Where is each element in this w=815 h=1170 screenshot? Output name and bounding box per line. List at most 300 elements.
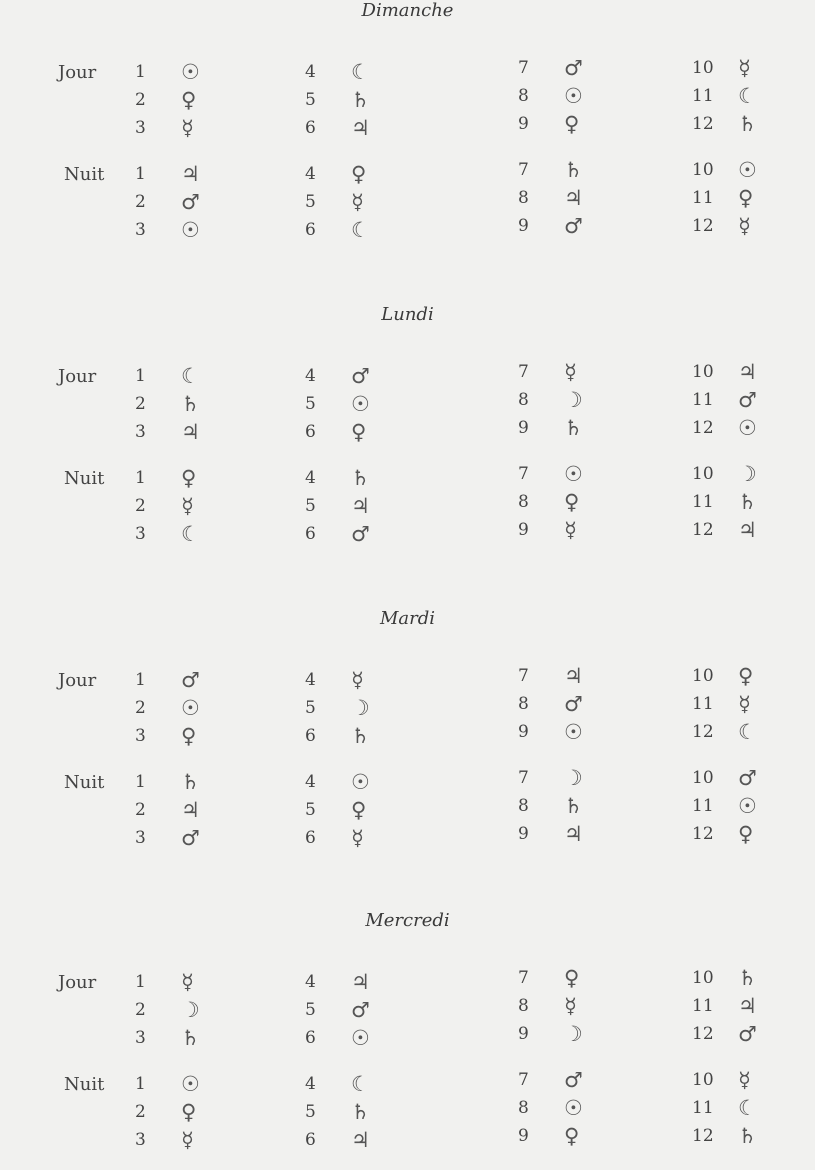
hour-number: 6: [305, 726, 316, 746]
hour-entry-nuit: [305, 496, 415, 522]
hour-entry-jour: [692, 1024, 802, 1050]
hour-number: 2: [135, 800, 146, 820]
hour-entry-jour: [135, 972, 245, 998]
hour-entry-jour: [135, 670, 245, 696]
planet-symbol-icon: ☽: [351, 696, 370, 720]
planet-symbol-icon: ♃: [564, 664, 583, 688]
hour-number: 12: [692, 216, 714, 236]
planet-symbol-icon: ♄: [564, 416, 583, 440]
hour-entry-nuit: [135, 220, 245, 246]
hour-number: 10: [692, 768, 714, 788]
hour-number: 5: [305, 800, 316, 820]
hour-number: 1: [135, 62, 146, 82]
hour-entry-jour: [305, 62, 415, 88]
hour-entry-nuit: [518, 1098, 628, 1124]
hour-number: 5: [305, 496, 316, 516]
hour-entry-jour: [692, 722, 802, 748]
hour-entry-nuit: [305, 1074, 415, 1100]
planet-symbol-icon: ☾: [181, 364, 200, 388]
hour-entry-jour: [692, 418, 802, 444]
planet-symbol-icon: ♀: [351, 420, 367, 444]
hour-entry-jour: [305, 1000, 415, 1026]
hour-number: 7: [518, 1070, 529, 1090]
planet-symbol-icon: ☿: [738, 56, 751, 80]
hour-entry-jour: [135, 1000, 245, 1026]
hour-number: 1: [135, 468, 146, 488]
hour-number: 12: [692, 418, 714, 438]
hour-number: 11: [692, 86, 714, 106]
hour-entry-nuit: [518, 464, 628, 490]
planet-symbol-icon: ♃: [738, 360, 757, 384]
hour-number: 4: [305, 772, 316, 792]
planet-symbol-icon: ♂: [738, 388, 757, 412]
planet-symbol-icon: ♀: [564, 490, 580, 514]
period-label-jour: Jour: [58, 972, 97, 993]
hour-number: 4: [305, 366, 316, 386]
planet-symbol-icon: ☾: [738, 84, 757, 108]
hour-entry-nuit: [692, 492, 802, 518]
hour-number: 2: [135, 90, 146, 110]
planet-symbol-icon: ♃: [181, 798, 200, 822]
hour-number: 8: [518, 86, 529, 106]
hour-entry-jour: [518, 86, 628, 112]
hour-entry-jour: [135, 62, 245, 88]
period-label-jour: Jour: [58, 62, 97, 83]
planet-symbol-icon: ♄: [351, 724, 370, 748]
hour-number: 6: [305, 1130, 316, 1150]
hour-entry-jour: [518, 58, 628, 84]
planet-symbol-icon: ♄: [738, 490, 757, 514]
hour-entry-nuit: [305, 220, 415, 246]
hour-entry-jour: [305, 366, 415, 392]
planet-symbol-icon: ☿: [738, 1068, 751, 1092]
planet-symbol-icon: ♀: [564, 112, 580, 136]
hour-number: 1: [135, 972, 146, 992]
hour-entry-jour: [518, 1024, 628, 1050]
hour-number: 9: [518, 418, 529, 438]
hour-number: 10: [692, 464, 714, 484]
hour-number: 1: [135, 772, 146, 792]
period-label-nuit: Nuit: [64, 164, 105, 185]
hour-entry-jour: [518, 996, 628, 1022]
hour-entry-nuit: [305, 772, 415, 798]
hour-number: 10: [692, 362, 714, 382]
hour-number: 7: [518, 464, 529, 484]
period-label-nuit: Nuit: [64, 468, 105, 489]
hour-entry-nuit: [305, 1102, 415, 1128]
planet-symbol-icon: ♄: [351, 88, 370, 112]
hour-number: 10: [692, 666, 714, 686]
planet-symbol-icon: ☉: [564, 462, 583, 486]
hour-number: 8: [518, 996, 529, 1016]
hour-number: 6: [305, 524, 316, 544]
hour-entry-nuit: [518, 824, 628, 850]
hour-entry-nuit: [135, 800, 245, 826]
hour-number: 2: [135, 192, 146, 212]
hour-entry-nuit: [135, 1102, 245, 1128]
hour-entry-jour: [518, 390, 628, 416]
hour-entry-nuit: [692, 520, 802, 546]
hour-entry-jour: [692, 666, 802, 692]
hour-entry-jour: [135, 394, 245, 420]
planet-symbol-icon: ☉: [564, 84, 583, 108]
hour-number: 4: [305, 62, 316, 82]
hour-entry-nuit: [135, 496, 245, 522]
planet-symbol-icon: ♃: [738, 518, 757, 542]
hour-entry-nuit: [692, 768, 802, 794]
planet-symbol-icon: ♃: [351, 494, 370, 518]
day-section-4: [0, 910, 815, 1170]
planet-symbol-icon: ☿: [351, 668, 364, 692]
hour-entry-jour: [518, 362, 628, 388]
planet-symbol-icon: ♀: [181, 88, 197, 112]
hour-entry-nuit: [135, 192, 245, 218]
hour-entry-nuit: [692, 188, 802, 214]
hour-number: 10: [692, 58, 714, 78]
planet-symbol-icon: ♃: [564, 822, 583, 846]
hour-number: 11: [692, 996, 714, 1016]
day-section-2: [0, 304, 815, 564]
hour-number: 9: [518, 114, 529, 134]
hour-entry-nuit: [305, 164, 415, 190]
hour-number: 7: [518, 666, 529, 686]
hour-number: 12: [692, 520, 714, 540]
hour-number: 7: [518, 968, 529, 988]
planet-symbol-icon: ☉: [564, 720, 583, 744]
planet-symbol-icon: ♀: [181, 724, 197, 748]
hour-entry-nuit: [518, 160, 628, 186]
hour-entry-nuit: [305, 524, 415, 550]
planet-symbol-icon: ☉: [181, 60, 200, 84]
planet-symbol-icon: ☿: [181, 116, 194, 140]
planet-symbol-icon: ♂: [351, 998, 370, 1022]
hour-entry-jour: [305, 1028, 415, 1054]
planet-symbol-icon: ♂: [181, 668, 200, 692]
hour-number: 12: [692, 1126, 714, 1146]
planet-symbol-icon: ♃: [181, 420, 200, 444]
hour-entry-jour: [305, 394, 415, 420]
planet-symbol-icon: ☾: [351, 60, 370, 84]
day-title: Lundi: [381, 304, 434, 325]
planet-symbol-icon: ♃: [351, 970, 370, 994]
hour-entry-nuit: [135, 828, 245, 854]
planet-symbol-icon: ☿: [181, 970, 194, 994]
hour-entry-nuit: [305, 468, 415, 494]
planet-symbol-icon: ♀: [564, 1124, 580, 1148]
planet-symbol-icon: ☽: [564, 766, 583, 790]
planet-symbol-icon: ♂: [564, 1068, 583, 1092]
hour-entry-nuit: [135, 1074, 245, 1100]
planet-symbol-icon: ♀: [181, 1100, 197, 1124]
hour-number: 4: [305, 670, 316, 690]
hour-entry-jour: [305, 422, 415, 448]
hour-entry-nuit: [135, 468, 245, 494]
hour-number: 8: [518, 188, 529, 208]
planet-symbol-icon: ♄: [181, 770, 200, 794]
planet-symbol-icon: ☉: [181, 1072, 200, 1096]
hour-entry-jour: [692, 58, 802, 84]
hour-entry-jour: [135, 1028, 245, 1054]
hour-number: 9: [518, 1024, 529, 1044]
hour-entry-jour: [518, 694, 628, 720]
hour-entry-jour: [135, 90, 245, 116]
hour-number: 7: [518, 160, 529, 180]
hour-entry-jour: [692, 968, 802, 994]
hour-number: 3: [135, 524, 146, 544]
hour-entry-jour: [692, 362, 802, 388]
day-title: Dimanche: [361, 0, 454, 21]
hour-number: 5: [305, 1000, 316, 1020]
day-title: Mardi: [379, 608, 436, 629]
planet-symbol-icon: ♂: [181, 826, 200, 850]
planet-symbol-icon: ☉: [564, 1096, 583, 1120]
hour-entry-jour: [305, 670, 415, 696]
hour-number: 9: [518, 520, 529, 540]
hour-number: 1: [135, 164, 146, 184]
planet-symbol-icon: ♃: [351, 116, 370, 140]
planet-symbol-icon: ☾: [351, 1072, 370, 1096]
planet-symbol-icon: ☿: [351, 826, 364, 850]
hour-entry-nuit: [518, 216, 628, 242]
planet-symbol-icon: ☿: [564, 360, 577, 384]
planet-symbol-icon: ☉: [738, 416, 757, 440]
hour-number: 11: [692, 390, 714, 410]
hour-number: 11: [692, 188, 714, 208]
hour-number: 3: [135, 220, 146, 240]
hour-entry-nuit: [135, 772, 245, 798]
planet-symbol-icon: ☽: [564, 1022, 583, 1046]
hour-number: 5: [305, 1102, 316, 1122]
day-section-3: [0, 608, 815, 868]
hour-number: 6: [305, 422, 316, 442]
hour-number: 7: [518, 58, 529, 78]
hour-number: 12: [692, 722, 714, 742]
hour-entry-jour: [692, 996, 802, 1022]
planet-symbol-icon: ♀: [738, 186, 754, 210]
planet-symbol-icon: ♀: [738, 664, 754, 688]
planet-symbol-icon: ☿: [564, 518, 577, 542]
hour-entry-jour: [305, 118, 415, 144]
hour-entry-jour: [518, 666, 628, 692]
hour-entry-nuit: [692, 824, 802, 850]
hour-entry-jour: [518, 968, 628, 994]
hour-entry-nuit: [692, 464, 802, 490]
hour-number: 4: [305, 468, 316, 488]
hour-entry-jour: [305, 726, 415, 752]
hour-entry-nuit: [518, 492, 628, 518]
hour-number: 3: [135, 726, 146, 746]
hour-number: 7: [518, 362, 529, 382]
hour-number: 12: [692, 114, 714, 134]
period-label-nuit: Nuit: [64, 1074, 105, 1095]
planet-symbol-icon: ♃: [181, 162, 200, 186]
planet-symbol-icon: ♂: [181, 190, 200, 214]
hour-number: 4: [305, 972, 316, 992]
hour-number: 8: [518, 390, 529, 410]
hour-number: 10: [692, 160, 714, 180]
hour-entry-jour: [305, 972, 415, 998]
hour-number: 4: [305, 164, 316, 184]
hour-entry-nuit: [692, 160, 802, 186]
planet-symbol-icon: ☾: [738, 720, 757, 744]
hour-entry-jour: [135, 366, 245, 392]
hour-number: 10: [692, 1070, 714, 1090]
hour-number: 5: [305, 192, 316, 212]
hour-number: 12: [692, 1024, 714, 1044]
hour-entry-nuit: [692, 216, 802, 242]
hour-entry-nuit: [692, 796, 802, 822]
hour-entry-nuit: [518, 1126, 628, 1152]
hour-number: 5: [305, 90, 316, 110]
planet-symbol-icon: ♂: [738, 1022, 757, 1046]
hour-entry-jour: [135, 726, 245, 752]
planet-symbol-icon: ☿: [181, 1128, 194, 1152]
planet-symbol-icon: ☿: [351, 190, 364, 214]
planet-symbol-icon: ♃: [738, 994, 757, 1018]
hour-entry-jour: [305, 698, 415, 724]
hour-number: 11: [692, 492, 714, 512]
hour-number: 12: [692, 824, 714, 844]
planet-symbol-icon: ☾: [351, 218, 370, 242]
planet-symbol-icon: ☉: [351, 1026, 370, 1050]
hour-number: 1: [135, 670, 146, 690]
planet-symbol-icon: ♄: [738, 112, 757, 136]
hour-number: 2: [135, 394, 146, 414]
hour-number: 3: [135, 1130, 146, 1150]
hour-number: 8: [518, 796, 529, 816]
planet-symbol-icon: ♄: [564, 158, 583, 182]
planet-symbol-icon: ☉: [181, 218, 200, 242]
hour-entry-jour: [135, 422, 245, 448]
planet-symbol-icon: ♂: [564, 214, 583, 238]
planet-symbol-icon: ☉: [351, 392, 370, 416]
hour-number: 1: [135, 1074, 146, 1094]
hour-number: 3: [135, 828, 146, 848]
planet-symbol-icon: ♄: [351, 466, 370, 490]
planet-symbol-icon: ♄: [351, 1100, 370, 1124]
hour-number: 2: [135, 698, 146, 718]
hour-number: 7: [518, 768, 529, 788]
planet-symbol-icon: ☉: [738, 158, 757, 182]
hour-entry-nuit: [518, 768, 628, 794]
hour-entry-jour: [305, 90, 415, 116]
hour-entry-nuit: [305, 192, 415, 218]
hour-number: 1: [135, 366, 146, 386]
planet-symbol-icon: ☉: [181, 696, 200, 720]
hour-entry-jour: [692, 114, 802, 140]
planet-symbol-icon: ♂: [351, 364, 370, 388]
hour-entry-nuit: [135, 164, 245, 190]
day-title: Mercredi: [365, 910, 450, 931]
hour-number: 9: [518, 1126, 529, 1146]
planet-symbol-icon: ♀: [738, 822, 754, 846]
hour-number: 6: [305, 1028, 316, 1048]
period-label-nuit: Nuit: [64, 772, 105, 793]
hour-number: 8: [518, 1098, 529, 1118]
hour-number: 2: [135, 496, 146, 516]
planet-symbol-icon: ♃: [564, 186, 583, 210]
planet-symbol-icon: ♄: [181, 392, 200, 416]
hour-number: 6: [305, 220, 316, 240]
planet-symbol-icon: ♄: [564, 794, 583, 818]
hour-entry-jour: [518, 114, 628, 140]
hour-entry-nuit: [518, 796, 628, 822]
planet-symbol-icon: ☿: [564, 994, 577, 1018]
planet-symbol-icon: ♂: [564, 692, 583, 716]
hour-entry-nuit: [518, 520, 628, 546]
planet-symbol-icon: ♀: [181, 466, 197, 490]
hour-number: 2: [135, 1102, 146, 1122]
hour-entry-nuit: [135, 524, 245, 550]
hour-number: 9: [518, 824, 529, 844]
hour-entry-jour: [518, 418, 628, 444]
hour-entry-nuit: [692, 1070, 802, 1096]
hour-number: 9: [518, 216, 529, 236]
planet-symbol-icon: ♄: [738, 966, 757, 990]
planet-symbol-icon: ☽: [738, 462, 757, 486]
planet-symbol-icon: ☉: [351, 770, 370, 794]
hour-entry-jour: [135, 698, 245, 724]
hour-entry-jour: [135, 118, 245, 144]
planet-symbol-icon: ♄: [181, 1026, 200, 1050]
hour-entry-jour: [692, 390, 802, 416]
planet-symbol-icon: ☉: [738, 794, 757, 818]
hour-number: 2: [135, 1000, 146, 1020]
period-label-jour: Jour: [58, 366, 97, 387]
planet-symbol-icon: ♃: [351, 1128, 370, 1152]
hour-number: 10: [692, 968, 714, 988]
planet-symbol-icon: ♀: [351, 162, 367, 186]
planet-symbol-icon: ♂: [351, 522, 370, 546]
planet-symbol-icon: ♂: [564, 56, 583, 80]
hour-entry-nuit: [135, 1130, 245, 1156]
hour-entry-jour: [518, 722, 628, 748]
planet-symbol-icon: ♀: [351, 798, 367, 822]
hour-entry-nuit: [518, 1070, 628, 1096]
day-section-1: [0, 0, 815, 260]
planet-symbol-icon: ☿: [738, 692, 751, 716]
hour-number: 11: [692, 694, 714, 714]
planet-symbol-icon: ☽: [181, 998, 200, 1022]
hour-number: 4: [305, 1074, 316, 1094]
hour-number: 3: [135, 422, 146, 442]
period-label-jour: Jour: [58, 670, 97, 691]
planet-symbol-icon: ♄: [738, 1124, 757, 1148]
planet-symbol-icon: ☾: [738, 1096, 757, 1120]
planet-symbol-icon: ☽: [564, 388, 583, 412]
hour-number: 6: [305, 828, 316, 848]
planet-symbol-icon: ♀: [564, 966, 580, 990]
hour-number: 5: [305, 698, 316, 718]
planet-symbol-icon: ☾: [181, 522, 200, 546]
planet-symbol-icon: ☿: [738, 214, 751, 238]
planet-symbol-icon: ♂: [738, 766, 757, 790]
hour-number: 8: [518, 694, 529, 714]
hour-number: 11: [692, 1098, 714, 1118]
planet-symbol-icon: ☿: [181, 494, 194, 518]
hour-number: 3: [135, 1028, 146, 1048]
hour-entry-nuit: [518, 188, 628, 214]
hour-number: 8: [518, 492, 529, 512]
hour-entry-nuit: [305, 828, 415, 854]
hour-entry-nuit: [305, 1130, 415, 1156]
hour-number: 6: [305, 118, 316, 138]
hour-entry-nuit: [692, 1098, 802, 1124]
hour-entry-nuit: [305, 800, 415, 826]
hour-number: 11: [692, 796, 714, 816]
hour-entry-jour: [692, 86, 802, 112]
hour-number: 5: [305, 394, 316, 414]
